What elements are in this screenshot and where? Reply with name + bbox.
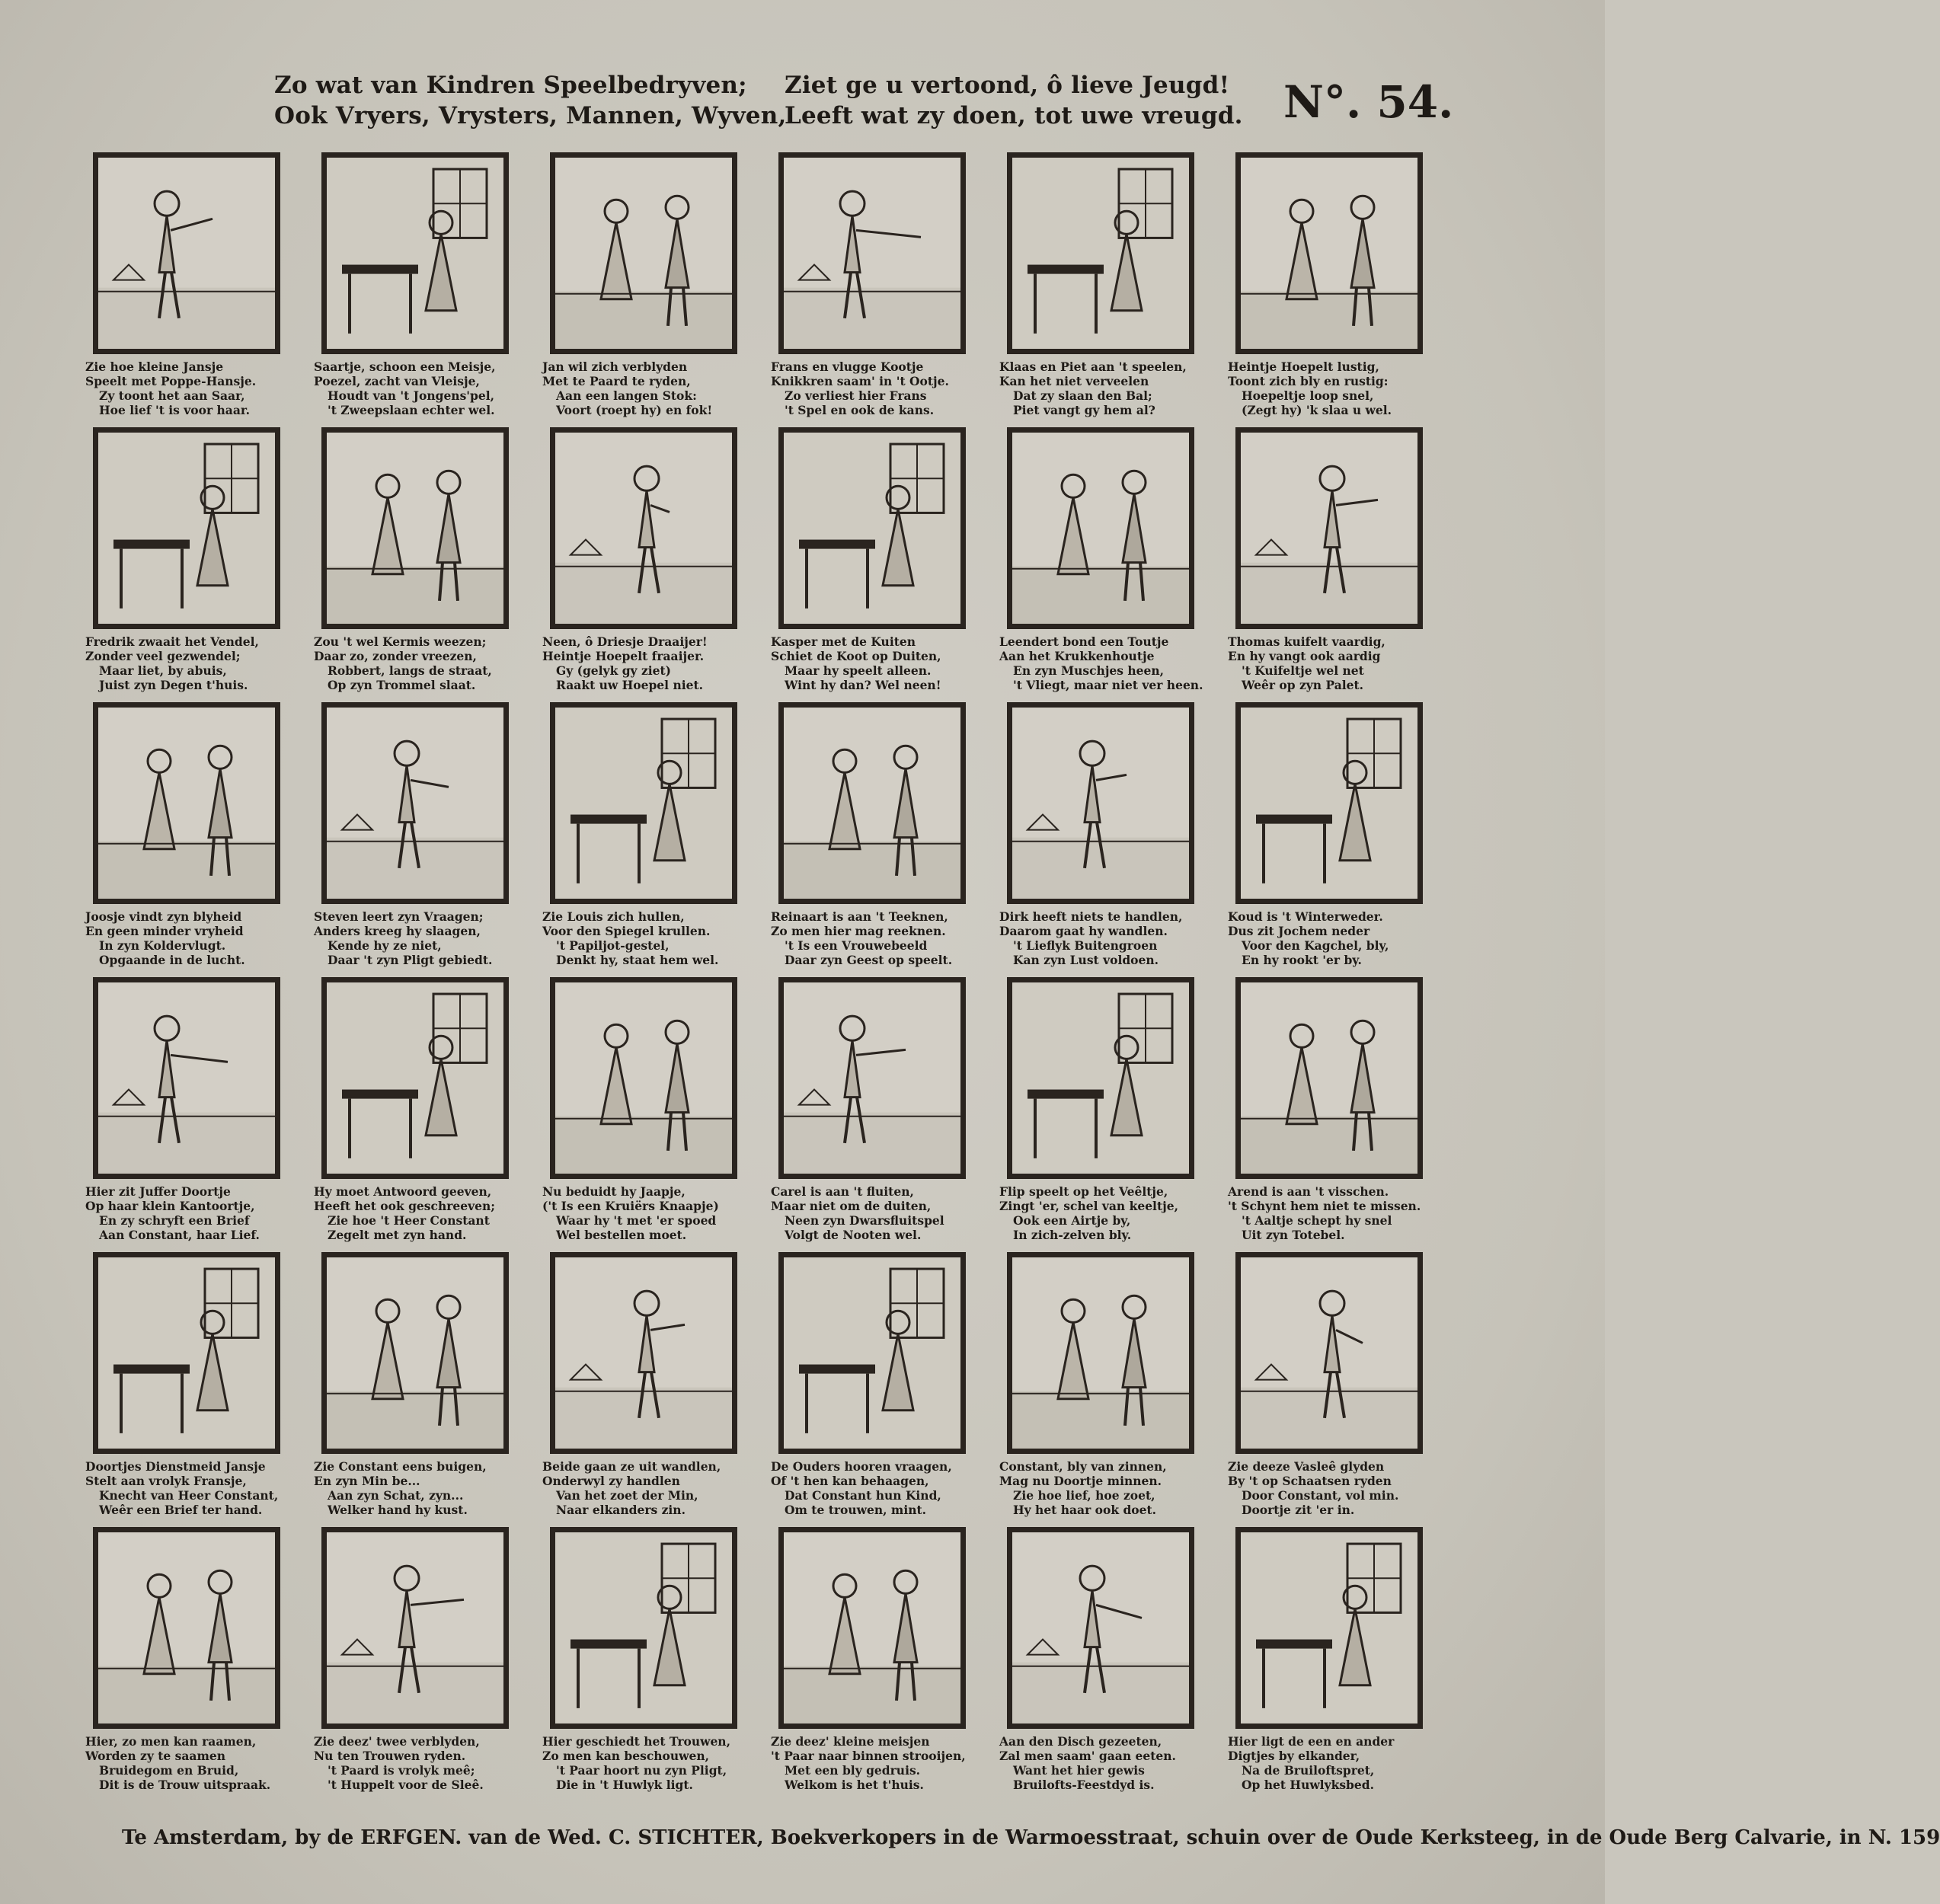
verse-line: Hy het haar ook doet. [1013,1503,1157,1517]
woodcut-illustration [321,1252,509,1454]
woodcut-illustration [93,702,280,904]
verse-line: Doortje zit 'er in. [1242,1503,1355,1517]
verse-line: Schiet de Koot op Duiten, [771,649,941,663]
woodcut-illustration [321,977,509,1179]
panel-verse [771,634,999,692]
woodcut-panel [542,702,771,977]
verse-line: Wel bestellen moet. [556,1228,687,1242]
panel-verse [999,1184,1228,1242]
verse-line: Zou 't wel Kermis weezen; [314,634,487,649]
verse-line: Van het zoet der Min, [556,1488,698,1503]
verse-line: Weêr een Brief ter hand. [99,1503,263,1517]
verse-line: Zo verliest hier Frans [785,388,927,403]
panel-verse [999,634,1228,692]
woodcut-illustration [93,152,280,354]
verse-line: De Ouders hooren vraagen, [771,1459,952,1474]
woodcut-illustration [1007,427,1194,629]
verse-line: Voor den Kagchel, bly, [1242,938,1389,953]
panel-verse [314,1734,542,1792]
woodcut-illustration [550,152,737,354]
verse-line: Thomas kuifelt vaardig, [1228,634,1385,649]
panel-verse [85,359,314,417]
verse-line: Op zyn Trommel slaat. [328,678,476,692]
verse-line: Maar liet, by abuis, [99,663,227,678]
verse-line: Dat Constant hun Kind, [785,1488,941,1503]
verse-line: Voor den Spiegel krullen. [542,924,711,938]
verse-line: Voort (roept hy) en fok! [556,403,713,417]
woodcut-panel [1228,977,1456,1252]
woodcut-illustration [1235,427,1423,629]
panel-verse [1228,359,1456,417]
woodcut-illustration [1235,152,1423,354]
verse-line: Hoe lief 't is voor haar. [99,403,250,417]
panel-verse [314,1184,542,1242]
verse-line: Zie deeze Vasleê glyden [1228,1459,1385,1474]
verse-line: Hier, zo men kan raamen, [85,1734,257,1749]
verse-line: Nu ten Trouwen ryden. [314,1749,466,1763]
verse-line: Welkom is het t'huis. [785,1778,924,1792]
verse-line: Naar elkanders zin. [556,1503,686,1517]
verse-line: Piet vangt gy hem al? [1013,403,1155,417]
woodcut-illustration [1007,1252,1194,1454]
verse-line: 't Vliegt, maar niet ver heen. [1013,678,1203,692]
verse-line: In zyn Koldervlugt. [99,938,226,953]
verse-line: Uit zyn Totebel. [1242,1228,1345,1242]
panel-verse [771,1734,999,1792]
woodcut-illustration [778,1527,966,1729]
header-right-verse [785,70,1243,131]
panel-verse [85,1184,314,1242]
verse-line: Aan Constant, haar Lief. [99,1228,260,1242]
woodcut-illustration [550,977,737,1179]
panel-verse [771,1459,999,1517]
verse-line: Reinaart is aan 't Teeknen, [771,909,948,924]
woodcut-panel [771,977,999,1252]
verse-line: Zie Constant eens buigen, [314,1459,487,1474]
panel-verse [771,909,999,967]
verse-line: 't Aaltje schept hy snel [1242,1213,1392,1228]
woodcut-panel [85,1252,314,1527]
verse-line: Heeft het ook geschreeven; [314,1199,495,1213]
verse-line: By 't op Schaatsen ryden [1228,1474,1392,1488]
verse-line: Zingt 'er, schel van keeltje, [999,1199,1178,1213]
verse-line: Neen, ô Driesje Draaijer! [542,634,708,649]
woodcut-illustration [93,977,280,1179]
verse-line: Heintje Hoepelt lustig, [1228,359,1379,374]
woodcut-panel [771,152,999,427]
verse-line: Daar zyn Geest op speelt. [785,953,953,967]
verse-line: Zo men kan beschouwen, [542,1749,710,1763]
woodcut-illustration [321,152,509,354]
verse-line: Beide gaan ze uit wandlen, [542,1459,721,1474]
woodcut-illustration [1235,1527,1423,1729]
verse-line: Bruilofts-Feestdyd is. [1013,1778,1155,1792]
verse-line: Zie deez' twee verblyden, [314,1734,480,1749]
verse-line: Hoepeltje loop snel, [1242,388,1374,403]
woodcut-illustration [321,427,509,629]
panel-verse [85,634,314,692]
woodcut-panel [771,1252,999,1527]
verse-line: Arend is aan 't visschen. [1228,1184,1389,1199]
verse-line: Nu beduidt hy Jaapje, [542,1184,686,1199]
woodcut-panel [1228,1527,1456,1802]
panel-verse [542,1184,771,1242]
woodcut-illustration [321,1527,509,1729]
verse-line: Constant, bly van zinnen, [999,1459,1167,1474]
verse-line: In zich-zelven bly. [1013,1228,1132,1242]
woodcut-panel [771,702,999,977]
verse-line: Daarom gaat hy wandlen. [999,924,1168,938]
woodcut-illustration [93,1252,280,1454]
verse-line: Robbert, langs de straat, [328,663,492,678]
verse-line: Koud is 't Winterweder. [1228,909,1383,924]
verse-line: Carel is aan 't fluiten, [771,1184,914,1199]
verse-line: Juist zyn Degen t'huis. [99,678,248,692]
woodcut-illustration [1007,1527,1194,1729]
woodcut-illustration [1235,977,1423,1179]
woodcut-panel [999,152,1228,427]
panel-verse [542,1734,771,1792]
panel-verse [1228,1459,1456,1517]
verse-line: Aan den Disch gezeeten, [999,1734,1162,1749]
woodcut-panel [771,427,999,702]
verse-line: Met een bly gedruis. [785,1763,921,1778]
verse-line: Denkt hy, staat hem wel. [556,953,719,967]
panel-verse [1228,634,1456,692]
verse-line: 't Paard is vrolyk meê; [328,1763,475,1778]
header-left-line-2: Ook Vryers, Vrysters, Mannen, Wyven, [274,102,787,129]
panel-verse [771,359,999,417]
verse-line: Kan zyn Lust voldoen. [1013,953,1159,967]
woodcut-panel [85,1527,314,1802]
panel-verse [542,909,771,967]
panel-verse [85,909,314,967]
verse-line: Opgaande in de lucht. [99,953,245,967]
woodcut-panel [771,1527,999,1802]
woodcut-illustration [778,702,966,904]
verse-line: (Zegt hy) 'k slaa u wel. [1242,403,1392,417]
woodcut-panel [542,427,771,702]
woodcut-panel [999,427,1228,702]
verse-line: Dus zit Jochem neder [1228,924,1370,938]
verse-line: Aan zyn Schat, zyn... [328,1488,464,1503]
verse-line: Hier geschiedt het Trouwen, [542,1734,730,1749]
verse-line: Hier zit Juffer Doortje [85,1184,231,1199]
verse-line: Aan het Krukkenhoutje [999,649,1155,663]
panel-verse [542,634,771,692]
panel-verse [542,359,771,417]
verse-line: Kan het niet verveelen [999,374,1149,388]
woodcut-illustration [1007,977,1194,1179]
verse-line: Dit is de Trouw uitspraak. [99,1778,271,1792]
woodcut-panel [314,1252,542,1527]
verse-line: En hy vangt ook aardig [1228,649,1381,663]
verse-line: Zo men hier mag reeknen. [771,924,946,938]
panel-verse [314,359,542,417]
woodcut-illustration [93,1527,280,1729]
verse-line: Zegelt met zyn hand. [328,1228,467,1242]
verse-line: Gy (gelyk gy ziet) [556,663,671,678]
verse-line: Zal men saam' gaan eeten. [999,1749,1176,1763]
verse-line: Of 't hen kan behaagen, [771,1474,929,1488]
verse-line: Met te Paard te ryden, [542,374,691,388]
woodcut-illustration [93,427,280,629]
woodcut-panel [542,1252,771,1527]
verse-line: Door Constant, vol min. [1242,1488,1399,1503]
panel-verse [1228,909,1456,967]
woodcut-panel [999,1252,1228,1527]
woodcut-illustration [1007,152,1194,354]
verse-line: Jan wil zich verblyden [542,359,688,374]
woodcut-illustration [321,702,509,904]
panel-verse [1228,1184,1456,1242]
verse-line: ('t Is een Kruiërs Knaapje) [542,1199,719,1213]
verse-line: Speelt met Poppe-Hansje. [85,374,257,388]
panel-verse [314,909,542,967]
verse-line: Raakt uw Hoepel niet. [556,678,704,692]
woodcut-panel [85,427,314,702]
verse-line: Stelt aan vrolyk Fransje, [85,1474,247,1488]
woodcut-illustration [550,427,737,629]
panel-verse [314,1459,542,1517]
verse-line: 't Zweepslaan echter wel. [328,403,495,417]
woodcut-panel [314,702,542,977]
verse-line: En geen minder vryheid [85,924,244,938]
sheet-number: N°. 54. [1283,76,1454,128]
woodcut-illustration [550,1252,737,1454]
woodcut-panel [999,1527,1228,1802]
verse-line: Steven leert zyn Vraagen; [314,909,484,924]
verse-line: Want het hier gewis [1013,1763,1145,1778]
verse-line: Knikkren saam' in 't Ootje. [771,374,949,388]
header-right-line-1: Ziet ge u vertoond, ô lieve Jeugd! [785,72,1230,99]
verse-line: Kasper met de Kuiten [771,634,916,649]
verse-line: Anders kreeg hy slaagen, [314,924,481,938]
verse-line: Hier ligt de een en ander [1228,1734,1395,1749]
verse-line: Zy toont het aan Saar, [99,388,245,403]
verse-line: Zonder veel gezwendel; [85,649,241,663]
verse-line: Knecht van Heer Constant, [99,1488,279,1503]
verse-line: Houdt van 't Jongens'pel, [328,388,495,403]
woodcut-illustration [550,1527,737,1729]
verse-line: Frans en vlugge Kootje [771,359,924,374]
header-left-verse [274,70,786,131]
woodcut-panel [314,977,542,1252]
verse-line: Zie hoe kleine Jansje [85,359,224,374]
header [251,70,1561,139]
woodcut-illustration [778,1252,966,1454]
verse-line: Bruidegom en Bruid, [99,1763,239,1778]
verse-line: Zie hoe 't Heer Constant [328,1213,490,1228]
verse-line: Waar hy 't met 'er spoed [556,1213,717,1228]
verse-line: Op haar klein Kantoortje, [85,1199,255,1213]
verse-line: Fredrik zwaait het Vendel, [85,634,259,649]
panel-verse [771,1184,999,1242]
imprint-footer: Te Amsterdam, by de ERFGEN. van de Wed. C. STICHTER, Boekverkopers in de Warmoesstraat, schuin over de Oude Kerksteeg, in de Oude Berg Calvarie, in N. 159 [122,1826,1940,1849]
verse-line: Daar zo, zonder vreezen, [314,649,477,663]
verse-line: Doortjes Dienstmeid Jansje [85,1459,266,1474]
verse-line: Saartje, schoon een Meisje, [314,359,496,374]
verse-line: Mag nu Doortje minnen. [999,1474,1162,1488]
woodcut-panel [314,427,542,702]
verse-line: Joosje vindt zyn blyheid [85,909,242,924]
verse-line: Daar 't zyn Pligt gebiedt. [328,953,493,967]
verse-line: Leendert bond een Toutje [999,634,1169,649]
verse-line: Dat zy slaan den Bal; [1013,388,1152,403]
verse-line: Aan een langen Stok: [556,388,697,403]
verse-line: Ook een Airtje by, [1013,1213,1131,1228]
header-right-line-2: Leeft wat zy doen, tot uwe vreugd. [785,102,1243,129]
woodcut-panel [85,152,314,427]
verse-line: Poezel, zacht van Vleisje, [314,374,480,388]
verse-line: Onderwyl zy handlen [542,1474,680,1488]
panel-verse [1228,1734,1456,1792]
verse-line: 't Papiljot-gestel, [556,938,670,953]
verse-line: Die in 't Huwlyk ligt. [556,1778,693,1792]
woodcut-panel [1228,1252,1456,1527]
verse-line: Klaas en Piet aan 't speelen, [999,359,1187,374]
woodcut-panel [542,977,771,1252]
woodcut-panel [542,152,771,427]
woodcut-illustration [778,427,966,629]
verse-line: Flip speelt op het Veêltje, [999,1184,1168,1199]
verse-line: 't Lieflyk Buitengroen [1013,938,1158,953]
verse-line: Weêr op zyn Palet. [1242,678,1364,692]
verse-line: Dirk heeft niets te handlen, [999,909,1183,924]
verse-line: Om te trouwen, mint. [785,1503,927,1517]
verse-line: En hy rookt 'er by. [1242,953,1362,967]
verse-line: 't Spel en ook de kans. [785,403,935,417]
woodcut-illustration [1235,1252,1423,1454]
verse-line: En zyn Muschjes heen, [1013,663,1165,678]
header-left-line-1: Zo wat van Kindren Speelbedryven; [274,72,747,99]
woodcut-illustration [778,152,966,354]
woodcut-panel [1228,702,1456,977]
verse-line: Maar niet om de duiten, [771,1199,932,1213]
panel-verse [999,909,1228,967]
verse-line: Worden zy te saamen [85,1749,225,1763]
verse-line: Digtjes by elkander, [1228,1749,1360,1763]
verse-line: Heintje Hoepelt fraaijer. [542,649,705,663]
verse-line: 't Paar hoort nu zyn Pligt, [556,1763,727,1778]
panel-verse [999,359,1228,417]
woodcut-panel [314,152,542,427]
woodcut-illustration [1007,702,1194,904]
panel-verse [542,1459,771,1517]
woodcut-panel [314,1527,542,1802]
woodcut-panel [999,702,1228,977]
panel-verse [314,634,542,692]
panel-verse [999,1734,1228,1792]
woodcut-grid [85,152,1456,1790]
panel-verse [999,1459,1228,1517]
woodcut-panel [1228,152,1456,427]
verse-line: Neen zyn Dwarsfluitspel [785,1213,944,1228]
woodcut-panel [85,702,314,977]
verse-line: 't Paar naar binnen strooijen, [771,1749,966,1763]
verse-line: Op het Huwlyksbed. [1242,1778,1374,1792]
verse-line: Zie Louis zich hullen, [542,909,685,924]
verse-line: En zyn Min be... [314,1474,420,1488]
panel-verse [85,1459,314,1517]
woodcut-panel [85,977,314,1252]
verse-line: Welker hand hy kust. [328,1503,468,1517]
verse-line: 't Is een Vrouwebeeld [785,938,928,953]
panel-verse [85,1734,314,1792]
verse-line: Zie hoe lief, hoe zoet, [1013,1488,1155,1503]
woodcut-panel [542,1527,771,1802]
verse-line: Na de Bruiloftspret, [1242,1763,1375,1778]
verse-line: Hy moet Antwoord geeven, [314,1184,492,1199]
woodcut-illustration [550,702,737,904]
verse-line: En zy schryft een Brief [99,1213,250,1228]
woodcut-illustration [1235,702,1423,904]
verse-line: 't Schynt hem niet te missen. [1228,1199,1421,1213]
verse-line: Wint hy dan? Wel neen! [785,678,941,692]
woodcut-illustration [778,977,966,1179]
verse-line: Maar hy speelt alleen. [785,663,932,678]
verse-line: 't Huppelt voor de Sleê. [328,1778,484,1792]
verse-line: Kende hy ze niet, [328,938,442,953]
woodcut-panel [999,977,1228,1252]
verse-line: 't Kuifeltje wel net [1242,663,1364,678]
woodcut-panel [1228,427,1456,702]
verse-line: Zie deez' kleine meisjen [771,1734,930,1749]
verse-line: Volgt de Nooten wel. [785,1228,922,1242]
verse-line: Toont zich bly en rustig: [1228,374,1389,388]
